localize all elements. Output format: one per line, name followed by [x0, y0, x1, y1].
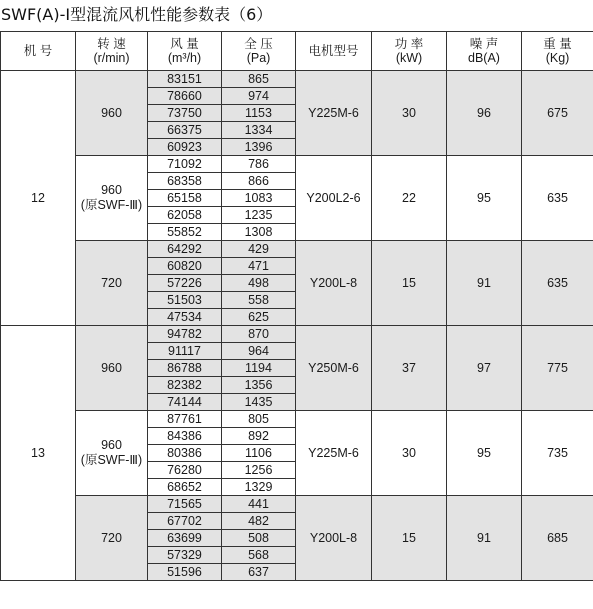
pressure-cell: 1083 [222, 190, 296, 207]
airflow-cell: 74144 [148, 394, 222, 411]
airflow-cell: 51596 [148, 564, 222, 581]
airflow-cell: 55852 [148, 224, 222, 241]
airflow-cell: 60820 [148, 258, 222, 275]
speed-cell [76, 411, 148, 496]
speed-value: 960 [101, 105, 122, 120]
pressure-cell: 471 [222, 258, 296, 275]
header-machine-no: 机 号 [1, 32, 76, 71]
header-pressure: 全 压 (Pa) [222, 32, 296, 71]
noise-cell: 95 [447, 411, 522, 496]
airflow-cell: 76280 [148, 462, 222, 479]
motor-model-cell: Y200L-8 [296, 496, 372, 581]
noise-cell: 91 [447, 496, 522, 581]
pressure-cell: 974 [222, 88, 296, 105]
speed-cell [76, 71, 148, 156]
table-row [1, 241, 593, 258]
pressure-cell: 805 [222, 411, 296, 428]
pressure-cell: 964 [222, 343, 296, 360]
speed-cell [76, 156, 148, 241]
pressure-cell: 1153 [222, 105, 296, 122]
speed-value: 720 [101, 530, 122, 545]
airflow-cell: 87761 [148, 411, 222, 428]
motor-model-cell: Y200L-8 [296, 241, 372, 326]
power-cell: 22 [372, 156, 447, 241]
pressure-cell: 1256 [222, 462, 296, 479]
noise-cell: 97 [447, 326, 522, 411]
machine-no-cell: 12 [1, 71, 76, 326]
airflow-cell: 51503 [148, 292, 222, 309]
speed-cell [76, 241, 148, 326]
pressure-cell: 568 [222, 547, 296, 564]
weight-cell: 675 [522, 71, 593, 156]
airflow-cell: 47534 [148, 309, 222, 326]
noise-cell: 96 [447, 71, 522, 156]
table-row [1, 326, 593, 343]
speed-cell [76, 496, 148, 581]
weight-cell: 735 [522, 411, 593, 496]
airflow-cell: 82382 [148, 377, 222, 394]
airflow-cell: 84386 [148, 428, 222, 445]
motor-model-cell: Y225M-6 [296, 411, 372, 496]
speed-value: 960 [101, 183, 122, 197]
pressure-cell: 637 [222, 564, 296, 581]
airflow-cell: 65158 [148, 190, 222, 207]
header-weight: 重 量 (Kg) [522, 32, 593, 71]
table-title: SWF(A)-Ⅰ型混流风机性能参数表（6） [1, 5, 273, 24]
speed-note: (原SWF-Ⅲ) [80, 453, 143, 467]
airflow-cell: 83151 [148, 71, 222, 88]
table-row [1, 411, 593, 428]
pressure-cell: 498 [222, 275, 296, 292]
weight-cell: 635 [522, 156, 593, 241]
pressure-cell: 1329 [222, 479, 296, 496]
pressure-cell: 625 [222, 309, 296, 326]
motor-model-cell: Y250M-6 [296, 326, 372, 411]
pressure-cell: 1308 [222, 224, 296, 241]
table-row [1, 496, 593, 513]
pressure-cell: 786 [222, 156, 296, 173]
airflow-cell: 66375 [148, 122, 222, 139]
airflow-cell: 94782 [148, 326, 222, 343]
pressure-cell: 892 [222, 428, 296, 445]
pressure-cell: 1396 [222, 139, 296, 156]
speed-note: (原SWF-Ⅲ) [80, 198, 143, 212]
table-row [1, 71, 593, 88]
airflow-cell: 63699 [148, 530, 222, 547]
power-cell: 15 [372, 241, 447, 326]
weight-cell: 635 [522, 241, 593, 326]
airflow-cell: 57226 [148, 275, 222, 292]
pressure-cell: 1106 [222, 445, 296, 462]
power-cell: 30 [372, 411, 447, 496]
airflow-cell: 71092 [148, 156, 222, 173]
pressure-cell: 1356 [222, 377, 296, 394]
motor-model-cell: Y225M-6 [296, 71, 372, 156]
airflow-cell: 62058 [148, 207, 222, 224]
power-cell: 15 [372, 496, 447, 581]
noise-cell: 95 [447, 156, 522, 241]
weight-cell: 685 [522, 496, 593, 581]
machine-no-cell: 13 [1, 326, 76, 581]
airflow-cell: 68652 [148, 479, 222, 496]
power-cell: 30 [372, 71, 447, 156]
noise-cell: 91 [447, 241, 522, 326]
airflow-cell: 57329 [148, 547, 222, 564]
table-body [1, 71, 593, 581]
airflow-cell: 78660 [148, 88, 222, 105]
header-airflow: 风 量 (m³/h) [148, 32, 222, 71]
airflow-cell: 60923 [148, 139, 222, 156]
weight-cell: 775 [522, 326, 593, 411]
airflow-cell: 73750 [148, 105, 222, 122]
airflow-cell: 80386 [148, 445, 222, 462]
pressure-cell: 865 [222, 71, 296, 88]
power-cell: 37 [372, 326, 447, 411]
table-row [1, 156, 593, 173]
airflow-cell: 64292 [148, 241, 222, 258]
pressure-cell: 482 [222, 513, 296, 530]
header-motor-model: 电机型号 [296, 32, 372, 71]
airflow-cell: 86788 [148, 360, 222, 377]
header-noise: 噪 声 dB(A) [447, 32, 522, 71]
pressure-cell: 429 [222, 241, 296, 258]
pressure-cell: 508 [222, 530, 296, 547]
motor-model-cell: Y200L2-6 [296, 156, 372, 241]
pressure-cell: 1334 [222, 122, 296, 139]
fan-performance-table [0, 31, 593, 581]
header-row [1, 32, 593, 71]
airflow-cell: 68358 [148, 173, 222, 190]
pressure-cell: 558 [222, 292, 296, 309]
speed-value: 960 [101, 438, 122, 452]
speed-cell [76, 326, 148, 411]
airflow-cell: 91117 [148, 343, 222, 360]
header-speed: 转 速 (r/min) [76, 32, 148, 71]
pressure-cell: 441 [222, 496, 296, 513]
speed-value: 720 [101, 275, 122, 290]
airflow-cell: 67702 [148, 513, 222, 530]
pressure-cell: 866 [222, 173, 296, 190]
header-power: 功 率 (kW) [372, 32, 447, 71]
speed-value: 960 [101, 360, 122, 375]
airflow-cell: 71565 [148, 496, 222, 513]
pressure-cell: 1435 [222, 394, 296, 411]
pressure-cell: 1194 [222, 360, 296, 377]
pressure-cell: 870 [222, 326, 296, 343]
pressure-cell: 1235 [222, 207, 296, 224]
